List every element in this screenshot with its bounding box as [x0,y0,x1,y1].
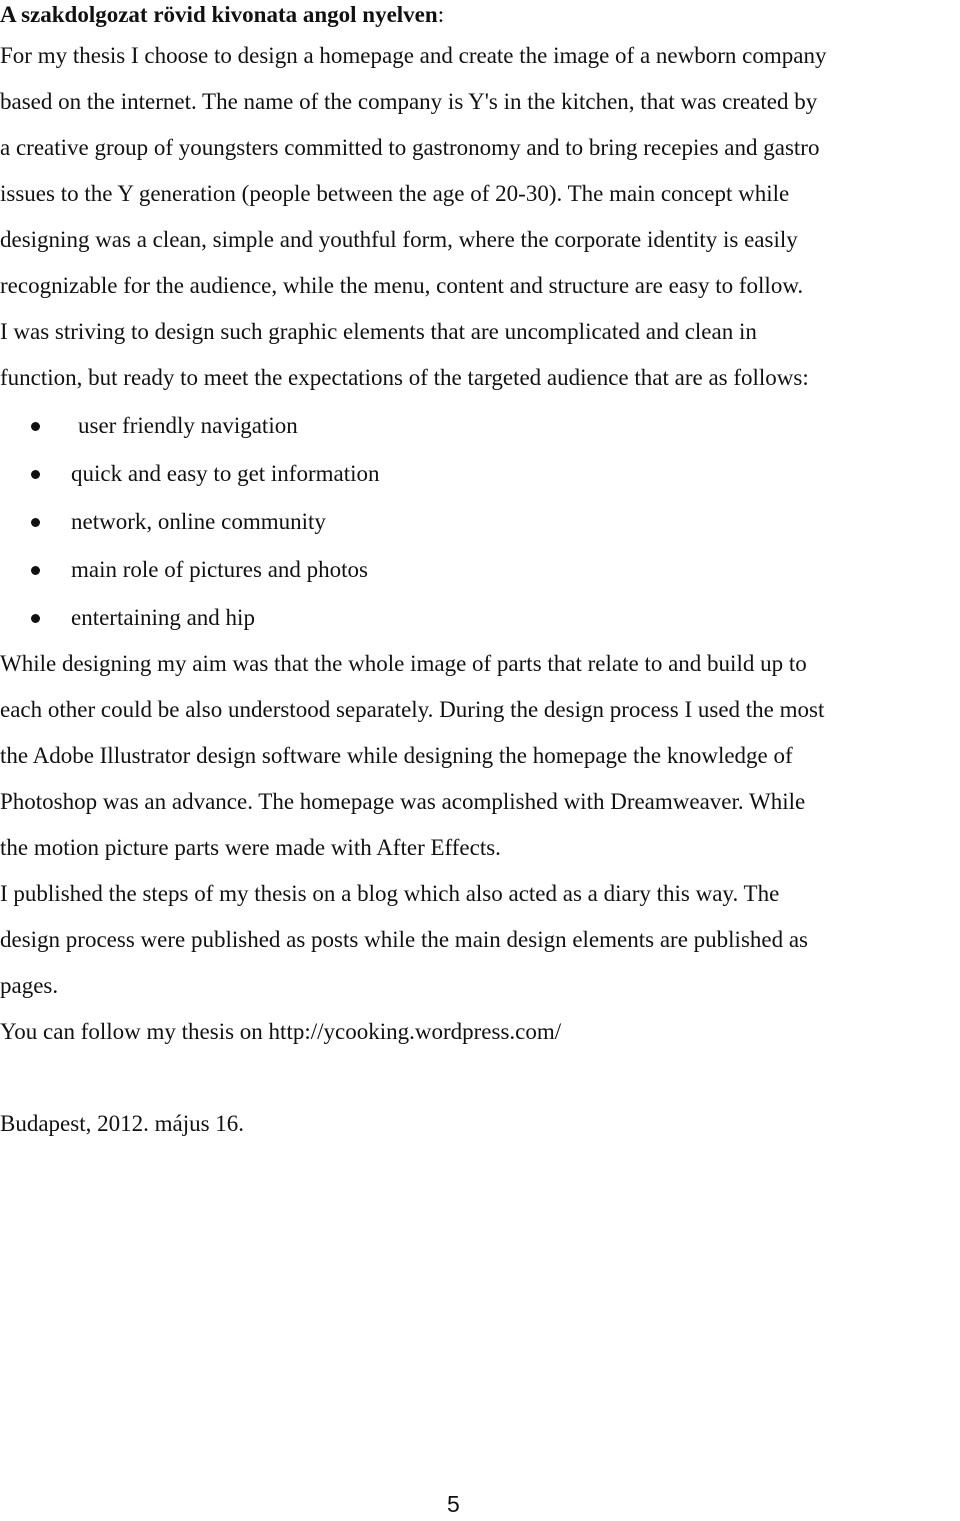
bullet-icon [31,614,40,623]
paragraph-line: the Adobe Illustrator design software while designing the homepage the knowledge of [0,743,793,768]
abstract-heading-colon: : [437,2,445,27]
list-item-label: entertaining and hip [71,605,255,630]
list-item [0,409,900,443]
paragraph-line: based on the internet. The name of the company is Y's in the kitchen, that was created by [0,89,818,114]
paragraph-line: recognizable for the audience, while the menu, content and structure are easy to follow. [0,273,804,298]
bullet-icon [31,518,40,527]
signature-date: Budapest, 2012. május 16. [0,1111,245,1136]
paragraph-line: I was striving to design such graphic elements that are uncomplicated and clean in [0,319,757,344]
abstract-heading [0,0,444,32]
bullet-icon [31,422,40,431]
list-item [0,601,900,635]
paragraph-line: design process were published as posts while the main design elements are published as [0,927,809,952]
list-item-label: network, online community [71,509,326,534]
paragraph-line: designing was a clean, simple and youthful form, where the corporate identity is easily [0,227,798,252]
paragraph-line: Photoshop was an advance. The homepage was acomplished with Dreamweaver. While [0,789,806,814]
abstract-heading-title: A szakdolgozat rövid kivonata angol nyelven [0,2,438,27]
list-item [0,505,900,539]
page-number: 5 [447,1491,460,1517]
list-item [0,553,900,587]
list-item-label: user friendly navigation [78,413,298,438]
list-item-label: main role of pictures and photos [71,557,369,582]
list-item-label: quick and easy to get information [71,461,380,486]
paragraph-line: function, but ready to meet the expectations of the targeted audience that are as follows: [0,365,809,390]
paragraph-line: You can follow my thesis on http://ycooking.wordpress.com/ [0,1019,562,1044]
paragraph-line: each other could be also understood separately. During the design process I used the most [0,697,825,722]
paragraph-line: For my thesis I choose to design a homepage and create the image of a newborn company [0,43,827,68]
list-item [0,457,900,491]
paragraph-line: the motion picture parts were made with After Effects. [0,835,501,860]
paragraph-line: issues to the Y generation (people between the age of 20-30). The main concept while [0,181,790,206]
paragraph-line: While designing my aim was that the whole image of parts that relate to and build up to [0,651,807,676]
bullet-icon [31,566,40,575]
paragraph-line: I published the steps of my thesis on a blog which also acted as a diary this way. The [0,881,780,906]
bullet-icon [31,470,40,479]
paragraph-line: a creative group of youngsters committed to gastronomy and to bring recepies and gastro [0,135,820,160]
paragraph-line: pages. [0,973,59,998]
